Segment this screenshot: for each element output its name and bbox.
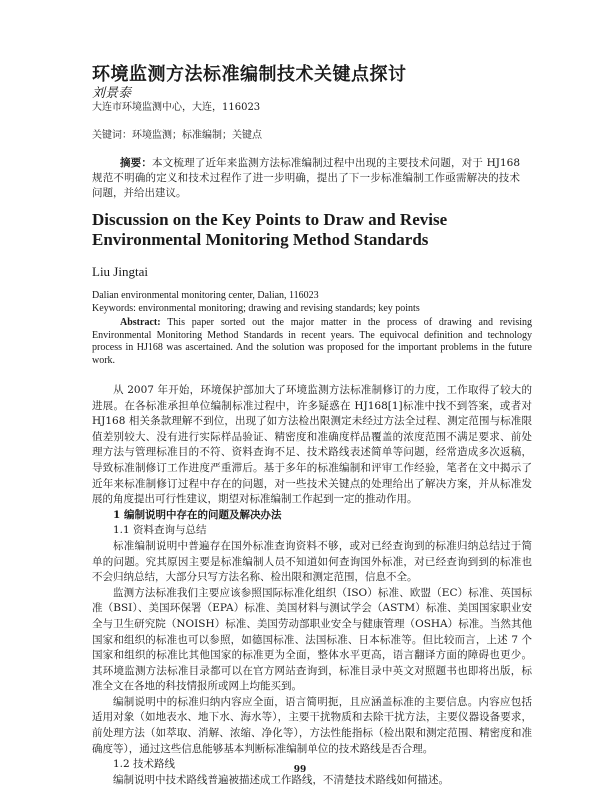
chinese-affiliation: 大连市环境监测中心，大连，116023: [92, 102, 261, 113]
chinese-abstract-label: 摘要：: [120, 157, 153, 169]
chinese-abstract: [92, 156, 520, 201]
english-abstract: [92, 317, 532, 367]
english-title: Discussion on the Key Points to Draw and Revise Environmental Monitoring Method Standards: [92, 210, 448, 249]
chinese-keywords-label: 关键词：: [92, 130, 132, 141]
chinese-keywords-text: 环境监测；标准编制；关键点: [132, 130, 262, 141]
english-affiliation: Dalian environmental monitoring center, Dalian, 116023: [92, 290, 319, 301]
paragraph: 编制说明中技术路线普遍被描述成工作路线，不清楚技术路线如何描述。: [113, 773, 449, 786]
chinese-abstract-text: 本文梳理了近年来监测方法标准编制过程中出现的主要技术问题，对于 HJ168 规范不明确的定义和技术过程作了进一步明确，提出了下一步标准编制工作亟需解决的技术问题，并给出建议。: [92, 157, 521, 199]
page-number: 99: [293, 765, 307, 775]
english-keywords: Keywords: environmental monitoring; drawing and revising standards; key points: [92, 303, 420, 314]
paragraph: 标准编制说明中普遍存在国外标准查询资料不够，或对已经查询到的标准归纳总结过于简单的问题。究其原因主要是标准编制人员不知道如何查询国外标准，对已经查询到到的标准也不会归纳总结，大部分只写方法名称、检出限和测定范围，信息不全。: [92, 539, 532, 584]
paragraph: 编制说明中的标准归纳内容应全面，语言简明扼，且应涵盖标准的主要信息。内容应包括适用对象（如地表水、地下水、海水等），主要干扰物质和去除干扰方法，主要仪器设备要求，前处理方法（如萃取、消解、浓缩、净化等），方法性能指标（检出限和测定范围、精密度和准确度等），通过这些信息能够基本判断标准编制单位的技术路线是否合理。: [92, 695, 532, 755]
chinese-author: 刘景泰: [92, 86, 132, 101]
chinese-title: 环境监测方法标准编制技术关键点探讨: [92, 64, 407, 85]
chinese-keywords: [92, 126, 262, 141]
body-text: [92, 383, 532, 788]
intro-paragraph: 从 2007 年开始，环境保护部加大了环境监测方法标准制修订的力度，工作取得了较大的进展。在各标准承担单位编制标准过程中，许多疑惑在 HJ168[1]标准中找不到答案，或者对 HJ168 相关条款理解不到位，出现了如方法检出限测定未经过方法全过程、测定范围与标准限值差别较大、没有进行实际样品验证、精密度和准确度样品覆盖的浓度范围不满足要求、前处理方法与管理标准目的不符、资料查询不足、技术路线表述简单等问题，经常造成多次返稿，导致标准制修订工作进度严重滞后。基于多年的标准编制和评审工作经验，笔者在文中揭示了近年来标准制修订过程中存在的问题，对一些技术关键点的处理给出了解决方案，并从标准发展的角度提出可行性建议，期望对标准编制工作起到一定的推动作用。: [92, 384, 532, 506]
english-author: Liu Jingtai: [92, 264, 148, 279]
subsection-heading-1-2: 1.2 技术路线: [113, 758, 176, 771]
paragraph: 监测方法标准我们主要应该参照国际标准化组织（ISO）标准、欧盟（EC）标准、英国标准（BSI）、美国环保署（EPA）标准、美国材料与测试学会（ASTM）标准、美国国家职业安全与卫生研究院（NOISH）标准、美国劳动部职业安全与健康管理（OSHA）标准。当然其他国家和组织的标准也可以参照，如德国标准、法国标准、日本标准等。但比较而言，上述 7 个国家和组织的标准比其他国家的标准更为全面，整体水平更高，语言翻译方面的障碍也更少。其环境监测方法标准目录都可以在官方网站查询到，标准目录中英文对照题书也即将出版，标准全文在各地的科技情报所或网上均能买到。: [92, 586, 532, 693]
english-abstract-text: This paper sorted out the major matter in the process of drawing and revising Environmental Monitoring Method Standards in recent years. The equivocal definition and technology process in HJ168 was ascertained. And the solution was proposed for the important problems in the future work.: [92, 317, 532, 366]
section-heading-1: 1 编制说明中存在的问题及解决办法: [113, 508, 282, 521]
subsection-heading-1-1: 1.1 资料查询与总结: [113, 524, 207, 537]
english-abstract-label: Abstract:: [120, 317, 161, 328]
